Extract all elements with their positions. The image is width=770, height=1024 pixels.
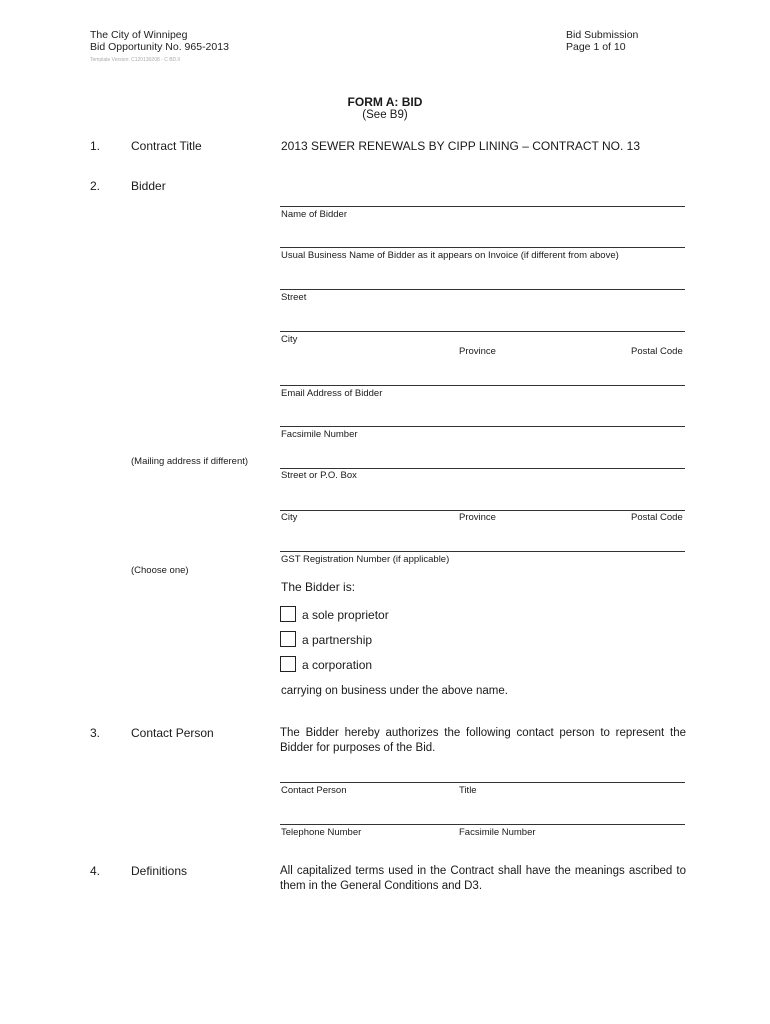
- section-3-label: Contact Person: [131, 726, 214, 740]
- name-of-bidder-label: Name of Bidder: [281, 209, 348, 220]
- city-label: City: [281, 334, 298, 345]
- header-page-number: Page 1 of 10: [566, 41, 626, 53]
- gst-line[interactable]: [280, 551, 685, 552]
- email-line[interactable]: [280, 385, 685, 386]
- section-1-label: Contract Title: [131, 139, 202, 153]
- fax-line[interactable]: [280, 426, 685, 427]
- section-4-number: 4.: [90, 864, 101, 878]
- form-subtitle: (See B9): [362, 109, 408, 121]
- fax-label: Facsimile Number: [281, 429, 358, 440]
- contact-fax-label: Facsimile Number: [459, 827, 536, 838]
- email-label: Email Address of Bidder: [281, 388, 383, 399]
- telephone-label: Telephone Number: [281, 827, 362, 838]
- mailing-postal-code-label: Postal Code: [631, 512, 683, 523]
- header-bid-opportunity: Bid Opportunity No. 965-2013: [90, 41, 229, 53]
- header-bid-submission: Bid Submission: [566, 29, 639, 41]
- section-2-label: Bidder: [131, 179, 166, 193]
- contact-person-text: The Bidder hereby authorizes the following contact person to represent the Bidder for purposes of the Bid.: [280, 727, 686, 754]
- mailing-street-label: Street or P.O. Box: [281, 470, 357, 481]
- mailing-address-note: (Mailing address if different): [131, 456, 249, 467]
- corporation-label: a corporation: [302, 658, 373, 672]
- contract-title-value: 2013 SEWER RENEWALS BY CIPP LINING – CONTRACT NO. 13: [281, 139, 640, 153]
- street-line[interactable]: [280, 289, 685, 290]
- form-title: FORM A: BID: [347, 95, 423, 109]
- carrying-on-business-text: carrying on business under the above name.: [281, 685, 508, 697]
- partnership-label: a partnership: [302, 633, 373, 647]
- business-name-label: Usual Business Name of Bidder as it appears on Invoice (if different from above): [281, 250, 619, 261]
- sole-proprietor-checkbox[interactable]: [280, 606, 296, 622]
- section-2-number: 2.: [90, 179, 101, 193]
- section-3-number: 3.: [90, 726, 101, 740]
- section-4-label: Definitions: [131, 864, 188, 878]
- choose-one-note: (Choose one): [131, 565, 189, 576]
- corporation-checkbox[interactable]: [280, 656, 296, 672]
- gst-label: GST Registration Number (if applicable): [281, 554, 450, 565]
- contact-title-label: Title: [459, 785, 477, 796]
- mailing-street-line[interactable]: [280, 468, 685, 469]
- definitions-text: All capitalized terms used in the Contract shall have the meanings ascribed to them in the General Conditions and D3.: [280, 865, 686, 892]
- postal-code-label: Postal Code: [631, 346, 683, 357]
- section-1-number: 1.: [90, 139, 101, 153]
- partnership-checkbox[interactable]: [280, 631, 296, 647]
- city-line[interactable]: [280, 331, 685, 332]
- business-name-line[interactable]: [280, 247, 685, 248]
- street-label: Street: [281, 292, 307, 303]
- mailing-city-line[interactable]: [280, 510, 685, 511]
- header-city: The City of Winnipeg: [90, 29, 188, 41]
- header-template-version: Template Version: C120130208 - C BD.ll: [90, 57, 180, 63]
- bidder-is-label: The Bidder is:: [281, 580, 356, 594]
- mailing-province-label: Province: [459, 512, 496, 523]
- contact-person-field-label: Contact Person: [281, 785, 347, 796]
- contact-person-line[interactable]: [280, 782, 685, 783]
- name-of-bidder-line[interactable]: [280, 206, 685, 207]
- telephone-line[interactable]: [280, 824, 685, 825]
- sole-proprietor-label: a sole proprietor: [302, 608, 389, 622]
- mailing-city-label: City: [281, 512, 298, 523]
- province-label: Province: [459, 346, 496, 357]
